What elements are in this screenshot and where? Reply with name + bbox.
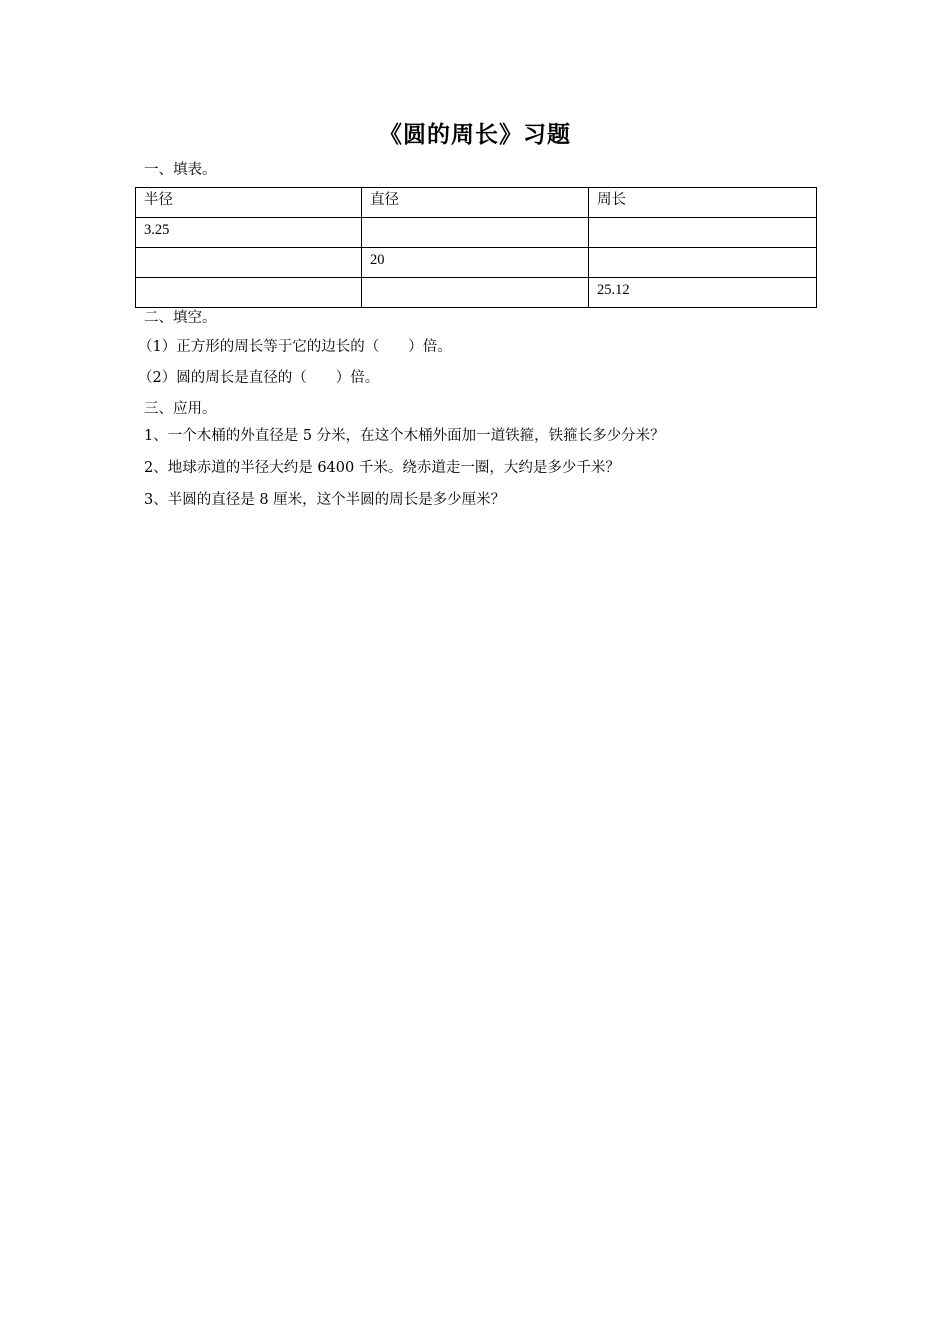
table-header-cell: 周长 — [589, 188, 817, 218]
table-cell[interactable] — [362, 218, 589, 248]
table-cell[interactable] — [589, 218, 817, 248]
section-heading-fill-blank: 二、填空。 — [144, 310, 217, 326]
fill-blank-item: （2）圆的周长是直径的（ ）倍。 — [138, 370, 380, 386]
page-title: 《圆的周长》习题 — [379, 121, 571, 148]
application-question: 1、一个木桶的外直径是 5 分米，在这个木桶外面加一道铁箍，铁箍长多少分米？ — [144, 428, 665, 444]
table-row — [136, 248, 817, 278]
table-cell[interactable] — [362, 278, 589, 308]
table-cell[interactable] — [136, 278, 362, 308]
table-row — [136, 278, 817, 308]
table-header-cell: 半径 — [136, 188, 362, 218]
table-cell[interactable]: 25.12 — [589, 278, 817, 308]
table-header-row — [136, 188, 817, 218]
section-heading-fill-table: 一、填表。 — [144, 162, 217, 178]
table-cell[interactable]: 20 — [362, 248, 589, 278]
table-cell[interactable] — [589, 248, 817, 278]
table-cell[interactable]: 3.25 — [136, 218, 362, 248]
application-question: 2、地球赤道的半径大约是 6400 千米。绕赤道走一圈，大约是多少千米？ — [144, 460, 620, 476]
table-header-cell: 直径 — [362, 188, 589, 218]
table-cell[interactable] — [136, 248, 362, 278]
section-heading-application: 三、应用。 — [144, 401, 217, 417]
fill-blank-item: （1）正方形的周长等于它的边长的（ ）倍。 — [138, 339, 452, 355]
table-row — [136, 218, 817, 248]
fill-table — [135, 187, 817, 308]
application-question: 3、半圆的直径是 8 厘米，这个半圆的周长是多少厘米？ — [144, 492, 506, 508]
